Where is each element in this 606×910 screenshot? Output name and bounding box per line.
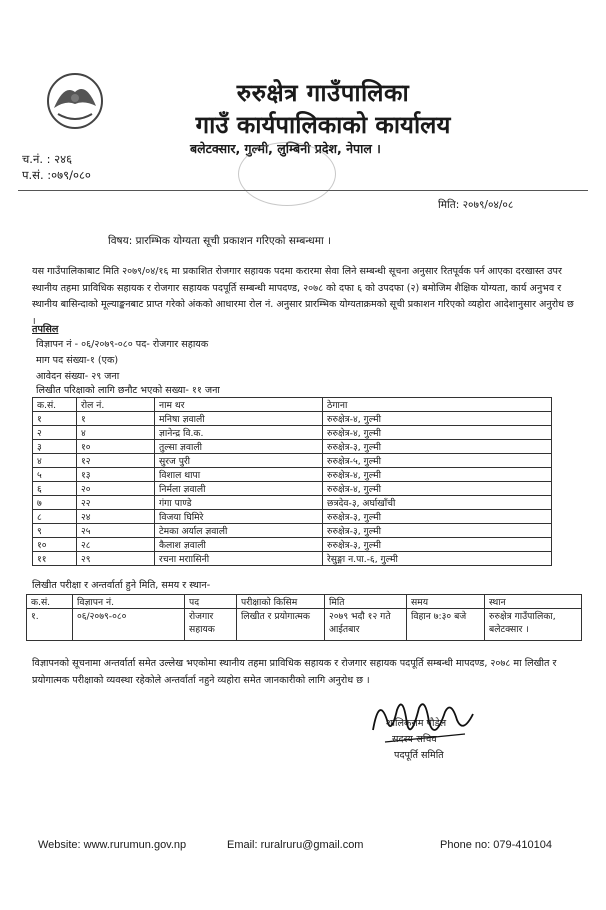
table-row [27, 609, 582, 641]
cell-roll: १३ [77, 468, 155, 482]
cell-serial: ११ [33, 552, 77, 566]
col-venue: स्थान [485, 595, 582, 609]
intro-paragraph: यस गाउँपालिकाबाट मिति २०७९/०४/१६ मा प्रकाशित रोजगार सहायक पदमा करारमा सेवा लिने सम्बन्धी सूचना अनुसार रितपूर्वक पर्न आएका दरखास्त उपर स्थानीय तहमा प्राविधिक सहायक र रोजगार सहायक पदपूर्ति सम्बन्धी मापदण्ड, २०७८ को दफा ६ को उपदफा (२) बमोजिम शैक्षिक योग्यता, कार्य अनुभव र स्थानीय बासिन्दाको मूल्याङ्कनबाट प्राप्त गरेको अंकको आधारमा रोल नं. अनुसार प्रारम्भिक योग्यताक्रमको सूची प्रकाशन गरिएको व्यहोरा आदेशानुसार अनुरोध छ । [32, 266, 574, 327]
cell-exam-type: लिखीत र प्रयोगात्मक [237, 609, 325, 641]
cell-roll: ४ [77, 426, 155, 440]
office-name: रुरुक्षेत्र गाउँपालिका [236, 79, 410, 107]
cell-address: रुरुक्षेत्र-३, गुल्मी [323, 524, 552, 538]
cell-serial: ६ [33, 482, 77, 496]
cell-time: विहान ७:३० बजे [407, 609, 485, 641]
cell-name: विजया घिमिरे [155, 510, 323, 524]
table-row [33, 454, 552, 468]
cell-serial: १ [33, 412, 77, 426]
signatory-role: सदस्य-सचिव [392, 734, 437, 745]
cell-serial: ८ [33, 510, 77, 524]
table-row [33, 482, 552, 496]
patra-sankhya: प.सं. :०७९/०८० [22, 168, 91, 182]
cell-roll: २४ [77, 510, 155, 524]
chalani-number: च.नं. : २४६ [22, 152, 73, 166]
col-post: पद [185, 595, 237, 609]
cell-serial: २ [33, 426, 77, 440]
exam-heading: लिखीत परीक्षा र अन्तर्वार्ता हुने मिति, समय र स्थान- [32, 580, 211, 591]
cell-name: तुल्सा ज्ञवाली [155, 440, 323, 454]
col-serial: क.सं. [33, 398, 77, 412]
exam-schedule-table [26, 594, 582, 641]
cell-address: रुरुक्षेत्र-४, गुल्मी [323, 482, 552, 496]
cell-name: सुरज पुरी [155, 454, 323, 468]
table-row [33, 440, 552, 454]
office-address: बलेटक्सार, गुल्मी, लुम्बिनी प्रदेश, नेपाल । [190, 141, 381, 156]
col-date: मिति [325, 595, 407, 609]
table-header-row [27, 595, 582, 609]
header-divider [18, 190, 588, 191]
cell-address: रुरुक्षेत्र-४, गुल्मी [323, 412, 552, 426]
shortlist-table [32, 397, 552, 566]
advert-line: विज्ञापन नं - ०६/२०७९-०८० पद- रोजगार सहायक [36, 339, 209, 350]
cell-name: विशाल थापा [155, 468, 323, 482]
table-row [33, 496, 552, 510]
cell-name: कैलाश ज्ञवाली [155, 538, 323, 552]
cell-roll: २० [77, 482, 155, 496]
applicants-line: आवेदन संख्या- २९ जना [36, 371, 120, 382]
cell-post: रोजगार सहायक [185, 609, 237, 641]
cell-address: रुरुक्षेत्र-३, गुल्मी [323, 510, 552, 524]
cell-venue: रुरुक्षेत्र गाउँपालिका, बलेटक्सार । [485, 609, 582, 641]
cell-date: २०७९ भदौ १२ गते आईतबार [325, 609, 407, 641]
cell-serial: ४ [33, 454, 77, 468]
cell-roll: २८ [77, 538, 155, 552]
footer-email: Email: ruralruru@gmail.com [227, 839, 364, 851]
cell-serial: ७ [33, 496, 77, 510]
signatory-committee: पदपूर्ति समिति [394, 750, 444, 761]
details-heading: तपसिल [32, 324, 59, 335]
col-name: नाम थर [155, 398, 323, 412]
cell-address: रेसुङ्गा न.पा.-६, गुल्मी [323, 552, 552, 566]
cell-serial: १० [33, 538, 77, 552]
letter-date: मिति: २०७९/०४/०८ [438, 199, 514, 211]
cell-name: निर्मला ज्ञवाली [155, 482, 323, 496]
cell-address: रुरुक्षेत्र-४, गुल्मी [323, 426, 552, 440]
cell-roll: २५ [77, 524, 155, 538]
office-subtitle: गाउँ कार्यपालिकाको कार्यालय [195, 111, 451, 139]
cell-name: रचना मराासिनी [155, 552, 323, 566]
table-row [33, 412, 552, 426]
cell-name: मनिषा ज्ञवाली [155, 412, 323, 426]
footer-phone: Phone no: 079-410104 [440, 839, 552, 851]
cell-address: रुरुक्षेत्र-३, गुल्मी [323, 440, 552, 454]
table-row [33, 468, 552, 482]
office-stamp [238, 142, 336, 206]
cell-roll: १ [77, 412, 155, 426]
cell-serial: ९ [33, 524, 77, 538]
col-address: ठेगाना [323, 398, 552, 412]
signatory-name: शालिकराम पौडेल [386, 718, 447, 729]
cell-name: गंगा पाण्डे [155, 496, 323, 510]
cell-serial: ५ [33, 468, 77, 482]
table-row [33, 426, 552, 440]
cell-serial: १. [27, 609, 73, 641]
table-row [33, 538, 552, 552]
col-exam-type: परीक्षाको किसिम [237, 595, 325, 609]
table-header-row [33, 398, 552, 412]
col-serial: क.सं. [27, 595, 73, 609]
table-row [33, 524, 552, 538]
cell-roll: १२ [77, 454, 155, 468]
shortlisted-line: लिखीत परिक्षाको लागि छनौट भएको सख्या- ११ जना [36, 385, 220, 396]
cell-roll: २९ [77, 552, 155, 566]
cell-serial: ३ [33, 440, 77, 454]
cell-roll: १० [77, 440, 155, 454]
demand-line: माग पद संख्या-१ (एक) [36, 355, 119, 366]
table-row [33, 552, 552, 566]
cell-address: रुरुक्षेत्र-४, गुल्मी [323, 468, 552, 482]
col-roll: रोल नं. [77, 398, 155, 412]
cell-name: टेमका अर्याल ज्ञवाली [155, 524, 323, 538]
col-time: समय [407, 595, 485, 609]
letter-subject: विषय: प्रारम्भिक योग्यता सूची प्रकाशन गरिएको सम्बन्धमा । [108, 235, 332, 247]
closing-paragraph: विज्ञापनको सूचनामा अन्तर्वार्ता समेत उल्लेख भएकोमा स्थानीय तहमा प्राविधिक सहायक र रोजगार सहायक पदपूर्ति सम्बन्धी मापदण्ड, २०७८ मा लिखीत र प्रयोगात्मक परीक्षाको व्यवस्था रहेकोले अन्तर्वार्ता नहुने व्यहोरा समेत जानकारीको लागि अनुरोध छ । [32, 658, 557, 686]
footer-website: Website: www.rurumun.gov.np [38, 839, 187, 851]
cell-address: रुरुक्षेत्र-३, गुल्मी [323, 538, 552, 552]
cell-advert-no: ०६/२०७९-०८० [73, 609, 185, 641]
table-row [33, 510, 552, 524]
cell-address: रुरुक्षेत्र-५, गुल्मी [323, 454, 552, 468]
cell-address: छत्रदेव-३, अर्घाखाँची [323, 496, 552, 510]
cell-roll: २२ [77, 496, 155, 510]
col-advert-no: विज्ञापन नं. [73, 595, 185, 609]
cell-name: ज्ञानेन्द्र वि.क. [155, 426, 323, 440]
